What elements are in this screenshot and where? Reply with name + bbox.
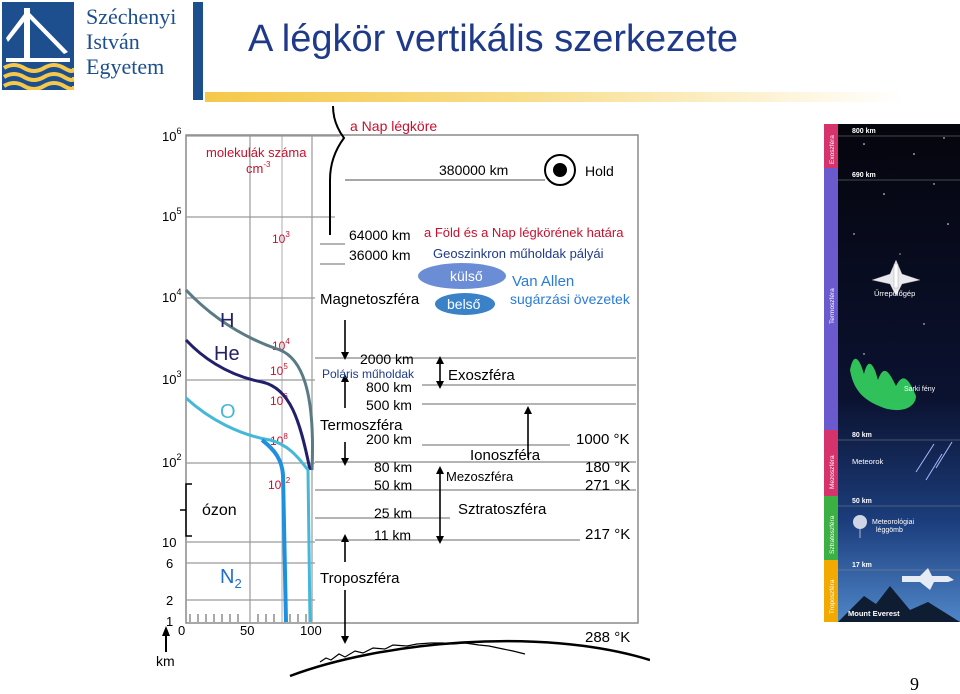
svg-text:105: $10^5$ — [270, 362, 288, 378]
height-690: 690 km — [852, 172, 876, 179]
label-he: He — [214, 343, 240, 365]
exosphere-label: Exoszféra — [448, 367, 515, 384]
altitude-2000: 2000 km — [360, 351, 414, 367]
strip-label-mesosphere: Mezoszféra — [829, 455, 836, 489]
tick-1e4: $10^4$ — [162, 287, 182, 305]
moon-distance-label: 380000 km — [439, 162, 509, 178]
moon-core-icon — [553, 163, 567, 177]
sun-atmosphere-brace — [330, 106, 344, 235]
height-800: 800 km — [852, 128, 876, 135]
meteors-label: Meteorok — [852, 457, 884, 466]
mesosphere-label: Mezoszféra — [446, 469, 514, 484]
tick-6: 6 — [166, 556, 174, 571]
temp-271: 271 °K — [585, 477, 631, 494]
strip-label-exosphere: Exoszféra — [829, 135, 836, 164]
label-o: O — [220, 401, 236, 423]
atmosphere-structure-diagram — [120, 104, 650, 694]
header-divider — [193, 2, 203, 100]
altitude-25: 25 km — [374, 505, 413, 521]
svg-text:molekulák száma: molekulák száma — [206, 145, 307, 160]
tick-2: 2 — [166, 593, 174, 608]
balloon-label-1: Meteorológiai — [872, 519, 915, 526]
outer-belt-label: külső — [450, 268, 483, 284]
altitude-80: 80 km — [374, 459, 413, 475]
density-tick-labels — [268, 230, 291, 492]
tick-1e6: $10^6$ — [162, 126, 182, 144]
tick-1e3: $10^3$ — [162, 369, 182, 387]
university-logo — [2, 2, 74, 90]
tick-1: 1 — [166, 614, 174, 629]
bottom-tick-100: 100 — [300, 623, 322, 638]
geo-orbits-label: Geoszinkron műholdak pályái — [433, 246, 604, 261]
everest-label: Mount Everest — [848, 609, 900, 618]
altitude-unit: km — [156, 653, 175, 669]
polar-sats-label: Poláris műholdak — [322, 367, 415, 381]
bottom-tick-50: 50 — [240, 623, 255, 638]
title-underline — [205, 92, 905, 102]
magnetosphere-label: Magnetoszféra — [320, 291, 420, 308]
height-17: 17 km — [852, 562, 872, 569]
university-name — [86, 4, 176, 79]
strip-label-thermosphere: Termoszféra — [829, 288, 836, 324]
svg-text:108: $10^8$ — [270, 432, 288, 448]
sky-background — [824, 124, 960, 622]
altitude-11: 11 km — [374, 527, 412, 543]
svg-text:106: $10^6$ — [270, 392, 288, 408]
stratosphere-label: Sztratoszféra — [458, 501, 547, 518]
altitude-50: 50 km — [374, 477, 413, 493]
tick-10: 10 — [162, 535, 177, 550]
molecule-count-label — [206, 145, 307, 176]
temp-1000: 1000 °K — [576, 431, 630, 448]
label-n2: $N_2$ — [220, 566, 242, 591]
temp-288: 288 °K — [585, 629, 631, 646]
slide-title: A légkör vertikális szerkezete — [248, 18, 738, 60]
bottom-axis-ticks — [190, 614, 306, 622]
svg-text:cm-3: $cm^{-3}$ — [246, 160, 271, 176]
altitude-800: 800 km — [366, 379, 412, 395]
temp-217: 217 °K — [585, 526, 631, 543]
page-number: 9 — [910, 674, 919, 694]
height-80: 80 km — [852, 432, 872, 439]
boundary-label: a Föld és a Nap légkörének határa — [424, 225, 624, 240]
label-h: H — [220, 310, 235, 332]
sun-atmosphere-label: a Nap légköre — [350, 118, 438, 134]
strip-label-stratosphere: Sztratoszféra — [829, 515, 836, 554]
temp-180: 180 °K — [585, 459, 631, 476]
altitude-36000: 36000 km — [349, 247, 411, 263]
altitude-200: 200 km — [366, 431, 412, 447]
svg-text:1012: $10^{12}$ — [268, 476, 291, 492]
troposphere-label: Troposzféra — [320, 570, 400, 587]
university-name-line-1: Széchenyi — [86, 4, 177, 29]
svg-text:104: $10^4$ — [272, 337, 290, 353]
moon-label: Hold — [585, 163, 614, 179]
ozone-label: ózon — [202, 502, 237, 519]
van-allen-label-1: Van Allen — [512, 273, 575, 290]
tick-1e5: $10^5$ — [162, 206, 182, 224]
van-allen-label-2: sugárzási övezetek — [510, 291, 630, 307]
height-50: 50 km — [852, 498, 872, 505]
altitude-500: 500 km — [366, 397, 412, 413]
spacecraft-label: Űrrepülőgép — [874, 289, 916, 298]
thermosphere-label: Termoszféra — [320, 417, 403, 434]
university-name-line-2: István — [86, 29, 140, 54]
svg-text:103: $10^3$ — [272, 230, 290, 246]
university-name-line-3: Egyetem — [86, 54, 165, 79]
slide-header — [0, 0, 960, 104]
aurora-label: Sarki fény — [904, 386, 936, 393]
balloon-label-2: léggömb — [876, 527, 903, 534]
tick-1e2: $10^2$ — [162, 452, 182, 470]
inner-belt-label: belső — [447, 296, 481, 312]
strip-label-troposphere: Troposzféra — [829, 579, 836, 614]
altitude-64000: 64000 km — [349, 227, 411, 243]
ozone-bracket — [180, 484, 192, 536]
earth-surface — [290, 641, 650, 676]
bottom-tick-0: 0 — [178, 623, 186, 638]
atmosphere-layers-panel — [824, 124, 960, 622]
ionosphere-label: Ionoszféra — [470, 447, 541, 464]
bridge-logo-icon — [2, 2, 74, 90]
